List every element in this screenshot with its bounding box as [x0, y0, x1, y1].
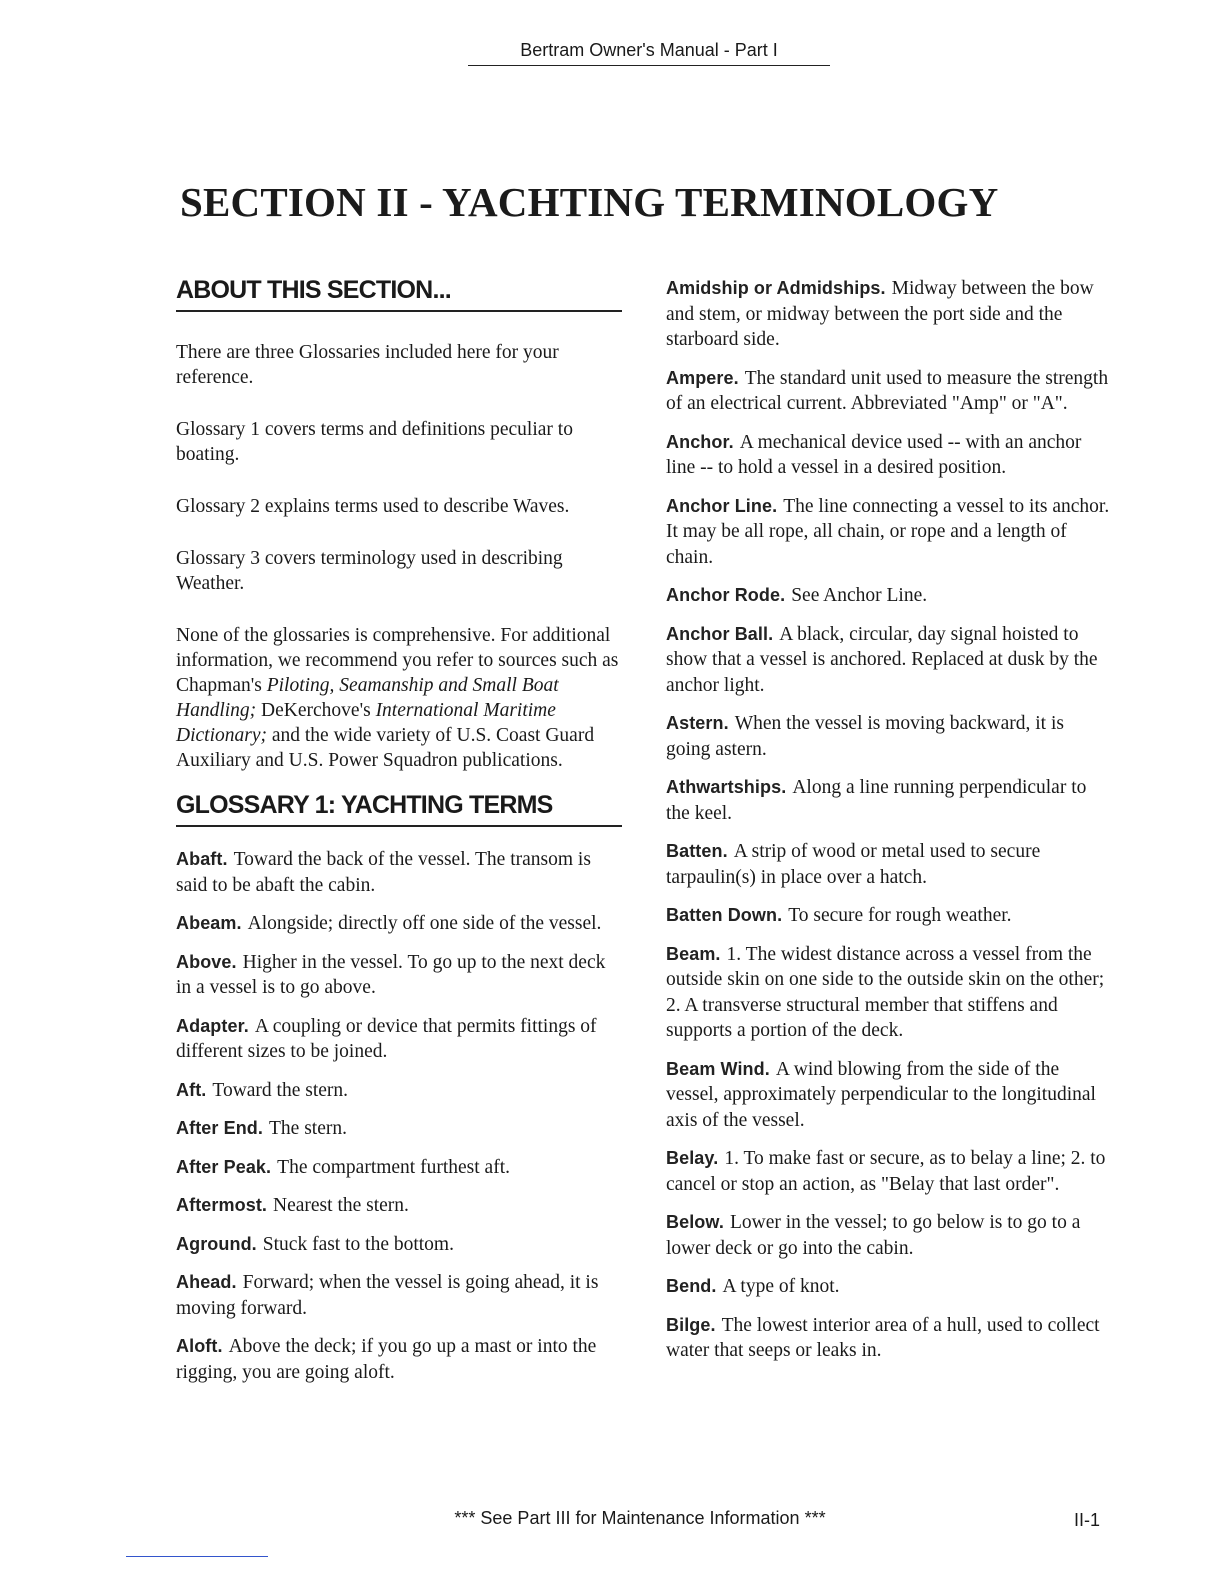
about-heading: ABOUT THIS SECTION...	[176, 276, 622, 312]
glossary-entry	[666, 711, 1112, 762]
glossary-term: Athwartships.	[666, 777, 787, 797]
glossary-entry	[176, 847, 622, 898]
glossary-entry	[176, 1232, 622, 1258]
glossary-entry	[666, 942, 1112, 1044]
glossary-entry	[666, 494, 1112, 571]
glossary-term: Ampere.	[666, 367, 739, 388]
glossary-term: After Peak.	[176, 1156, 272, 1177]
glossary-entry	[176, 1155, 622, 1181]
glossary-definition: A coupling or device that permits fittings of different sizes to be joined.	[176, 1015, 597, 1062]
about-paragraph-2: Glossary 1 covers terms and definitions peculiar to boating.	[176, 419, 573, 465]
glossary-entry	[176, 1116, 622, 1142]
glossary-definition: Stuck fast to the bottom.	[262, 1233, 454, 1255]
glossary-term: Ahead.	[176, 1272, 237, 1292]
glossary-definition: When the vessel is moving backward, it is going astern.	[666, 713, 1064, 760]
glossary-definition: A wind blowing from the side of the vessel, approximately perpendicular to the longitudinal axis of the vessel.	[666, 1058, 1096, 1131]
glossary-definition: A strip of wood or metal used to secure tarpaulin(s) in place over a hatch.	[666, 841, 1041, 888]
glossary-entry	[176, 1334, 622, 1385]
right-column	[666, 276, 1112, 1377]
about-p5-text-a: None of the glossaries is comprehensive. For additional information, we recommend you refer to sources such as Chapman's	[176, 625, 619, 696]
glossary-entry	[176, 1078, 622, 1104]
glossary-definition: The stern.	[269, 1118, 347, 1139]
glossary-term: Abaft.	[176, 849, 228, 869]
glossary-definition: Forward; when the vessel is going ahead, it is moving forward.	[176, 1272, 599, 1319]
glossary-entry	[176, 911, 622, 937]
glossary-term: Bend.	[666, 1276, 717, 1296]
glossary1-heading: GLOSSARY 1: YACHTING TERMS	[176, 791, 622, 827]
glossary-entry	[176, 1014, 622, 1065]
about-paragraph-1: There are three Glossaries included here for your reference.	[176, 342, 559, 388]
glossary-definition: 1. To make fast or secure, as to belay a line; 2. to cancel or stop an action, as "Belay that last order".	[666, 1148, 1106, 1195]
glossary-entry	[176, 950, 622, 1001]
glossary-definition: To secure for rough weather.	[788, 905, 1012, 926]
glossary-definition: Alongside; directly off one side of the vessel.	[247, 913, 602, 934]
glossary-definition: Above the deck; if you go up a mast or into the rigging, you are going aloft.	[176, 1336, 597, 1383]
glossary-entry	[666, 1057, 1112, 1134]
glossary-definition: A mechanical device used -- with an anchor line -- to hold a vessel in a desired position.	[666, 431, 1082, 478]
glossary-term: Anchor Rode.	[666, 585, 786, 605]
glossary-entry	[666, 583, 1112, 609]
glossary-term: Batten Down.	[666, 905, 783, 925]
book-title-chapman: Piloting, Seamanship and Small Boat Handling;	[176, 675, 559, 721]
glossary-definition: Toward the back of the vessel. The transom is said to be abaft the cabin.	[176, 849, 591, 896]
glossary-entry	[666, 1210, 1112, 1261]
glossary-definition: See Anchor Line.	[791, 585, 928, 606]
glossary-term: Above.	[176, 951, 237, 972]
decorative-rule	[126, 1556, 268, 1557]
section-title: SECTION II - YACHTING TERMINOLOGY	[180, 179, 999, 225]
footer-note: *** See Part III for Maintenance Information ***	[454, 1508, 826, 1528]
glossary-definition: Midway between the bow and stem, or midway between the port side and the starboard side.	[666, 278, 1094, 350]
about-p5-text-e: and the wide variety of U.S. Coast Guard Auxiliary and U.S. Power Squadron publications.	[176, 725, 595, 771]
glossary-term: Batten.	[666, 841, 728, 861]
glossary-entry	[176, 1193, 622, 1219]
glossary-entry	[666, 276, 1112, 353]
running-header: Bertram Owner's Manual - Part I	[468, 40, 830, 66]
glossary-definition: A black, circular, day signal hoisted to show that a vessel is anchored. Replaced at dusk by the anchor light.	[666, 623, 1098, 696]
glossary-definition: The standard unit used to measure the strength of an electrical current. Abbreviated "Amp" or "A".	[666, 367, 1109, 414]
glossary-definition: 1. The widest distance across a vessel from the outside skin on one side to the outside skin on the other; 2. A transverse structural member that stiffens and supports a portion of the deck.	[666, 943, 1105, 1041]
glossary-definition: The line connecting a vessel to its anchor. It may be all rope, all chain, or rope and a length of chain.	[666, 495, 1110, 568]
glossary-term: Astern.	[666, 713, 729, 733]
about-paragraph-4: Glossary 3 covers terminology used in describing Weather.	[176, 548, 563, 594]
glossary-entry	[666, 366, 1112, 417]
glossary-definition: The lowest interior area of a hull, used to collect water that seeps or leaks in.	[666, 1314, 1100, 1361]
page-number: II-1	[1074, 1510, 1101, 1530]
glossary-term: Aground.	[176, 1233, 257, 1254]
glossary-term: Abeam.	[176, 913, 242, 933]
glossary-term: Belay.	[666, 1148, 719, 1168]
glossary-entry	[666, 839, 1112, 890]
glossary-definition: Nearest the stern.	[273, 1195, 409, 1216]
about-paragraph-3: Glossary 2 explains terms used to describe Waves.	[176, 496, 570, 517]
book-title-dekerchove: International Maritime Dictionary;	[176, 700, 556, 746]
glossary-term: Aloft.	[176, 1336, 223, 1356]
glossary-term: Aft.	[176, 1079, 207, 1100]
glossary-definition: The compartment furthest aft.	[277, 1156, 510, 1178]
glossary-term: Bilge.	[666, 1314, 716, 1335]
about-p5-text-c: DeKerchove's	[256, 700, 376, 721]
glossary-term: Amidship or Admidships.	[666, 278, 886, 298]
glossary-entry	[666, 1313, 1112, 1364]
glossary-definition: Higher in the vessel. To go up to the next deck in a vessel is to go above.	[176, 951, 606, 998]
glossary-entry	[666, 903, 1112, 929]
glossary-term: Anchor.	[666, 431, 734, 452]
glossary-term: Below.	[666, 1212, 724, 1232]
glossary-definition: Toward the stern.	[212, 1079, 349, 1101]
about-paragraph-5	[176, 623, 622, 773]
glossary-entry	[666, 622, 1112, 699]
glossary-entry	[666, 430, 1112, 481]
glossary-term: Beam.	[666, 943, 721, 964]
glossary-term: Anchor Line.	[666, 495, 778, 516]
glossary-term: Aftermost.	[176, 1195, 268, 1215]
glossary-left-list	[176, 847, 622, 1385]
glossary-entry	[176, 1270, 622, 1321]
glossary-term: After End.	[176, 1118, 264, 1138]
glossary-entry	[666, 1146, 1112, 1197]
glossary-term: Beam Wind.	[666, 1058, 770, 1079]
glossary-entry	[666, 1274, 1112, 1300]
glossary-term: Anchor Ball.	[666, 623, 774, 644]
glossary-term: Adapter.	[176, 1015, 249, 1036]
glossary-entry	[666, 775, 1112, 826]
glossary-right-list	[666, 276, 1112, 1364]
glossary-definition: Lower in the vessel; to go below is to go to a lower deck or go into the cabin.	[666, 1212, 1081, 1259]
glossary-definition: A type of knot.	[722, 1276, 840, 1297]
left-column	[176, 276, 622, 1398]
glossary-definition: Along a line running perpendicular to the keel.	[666, 777, 1087, 824]
